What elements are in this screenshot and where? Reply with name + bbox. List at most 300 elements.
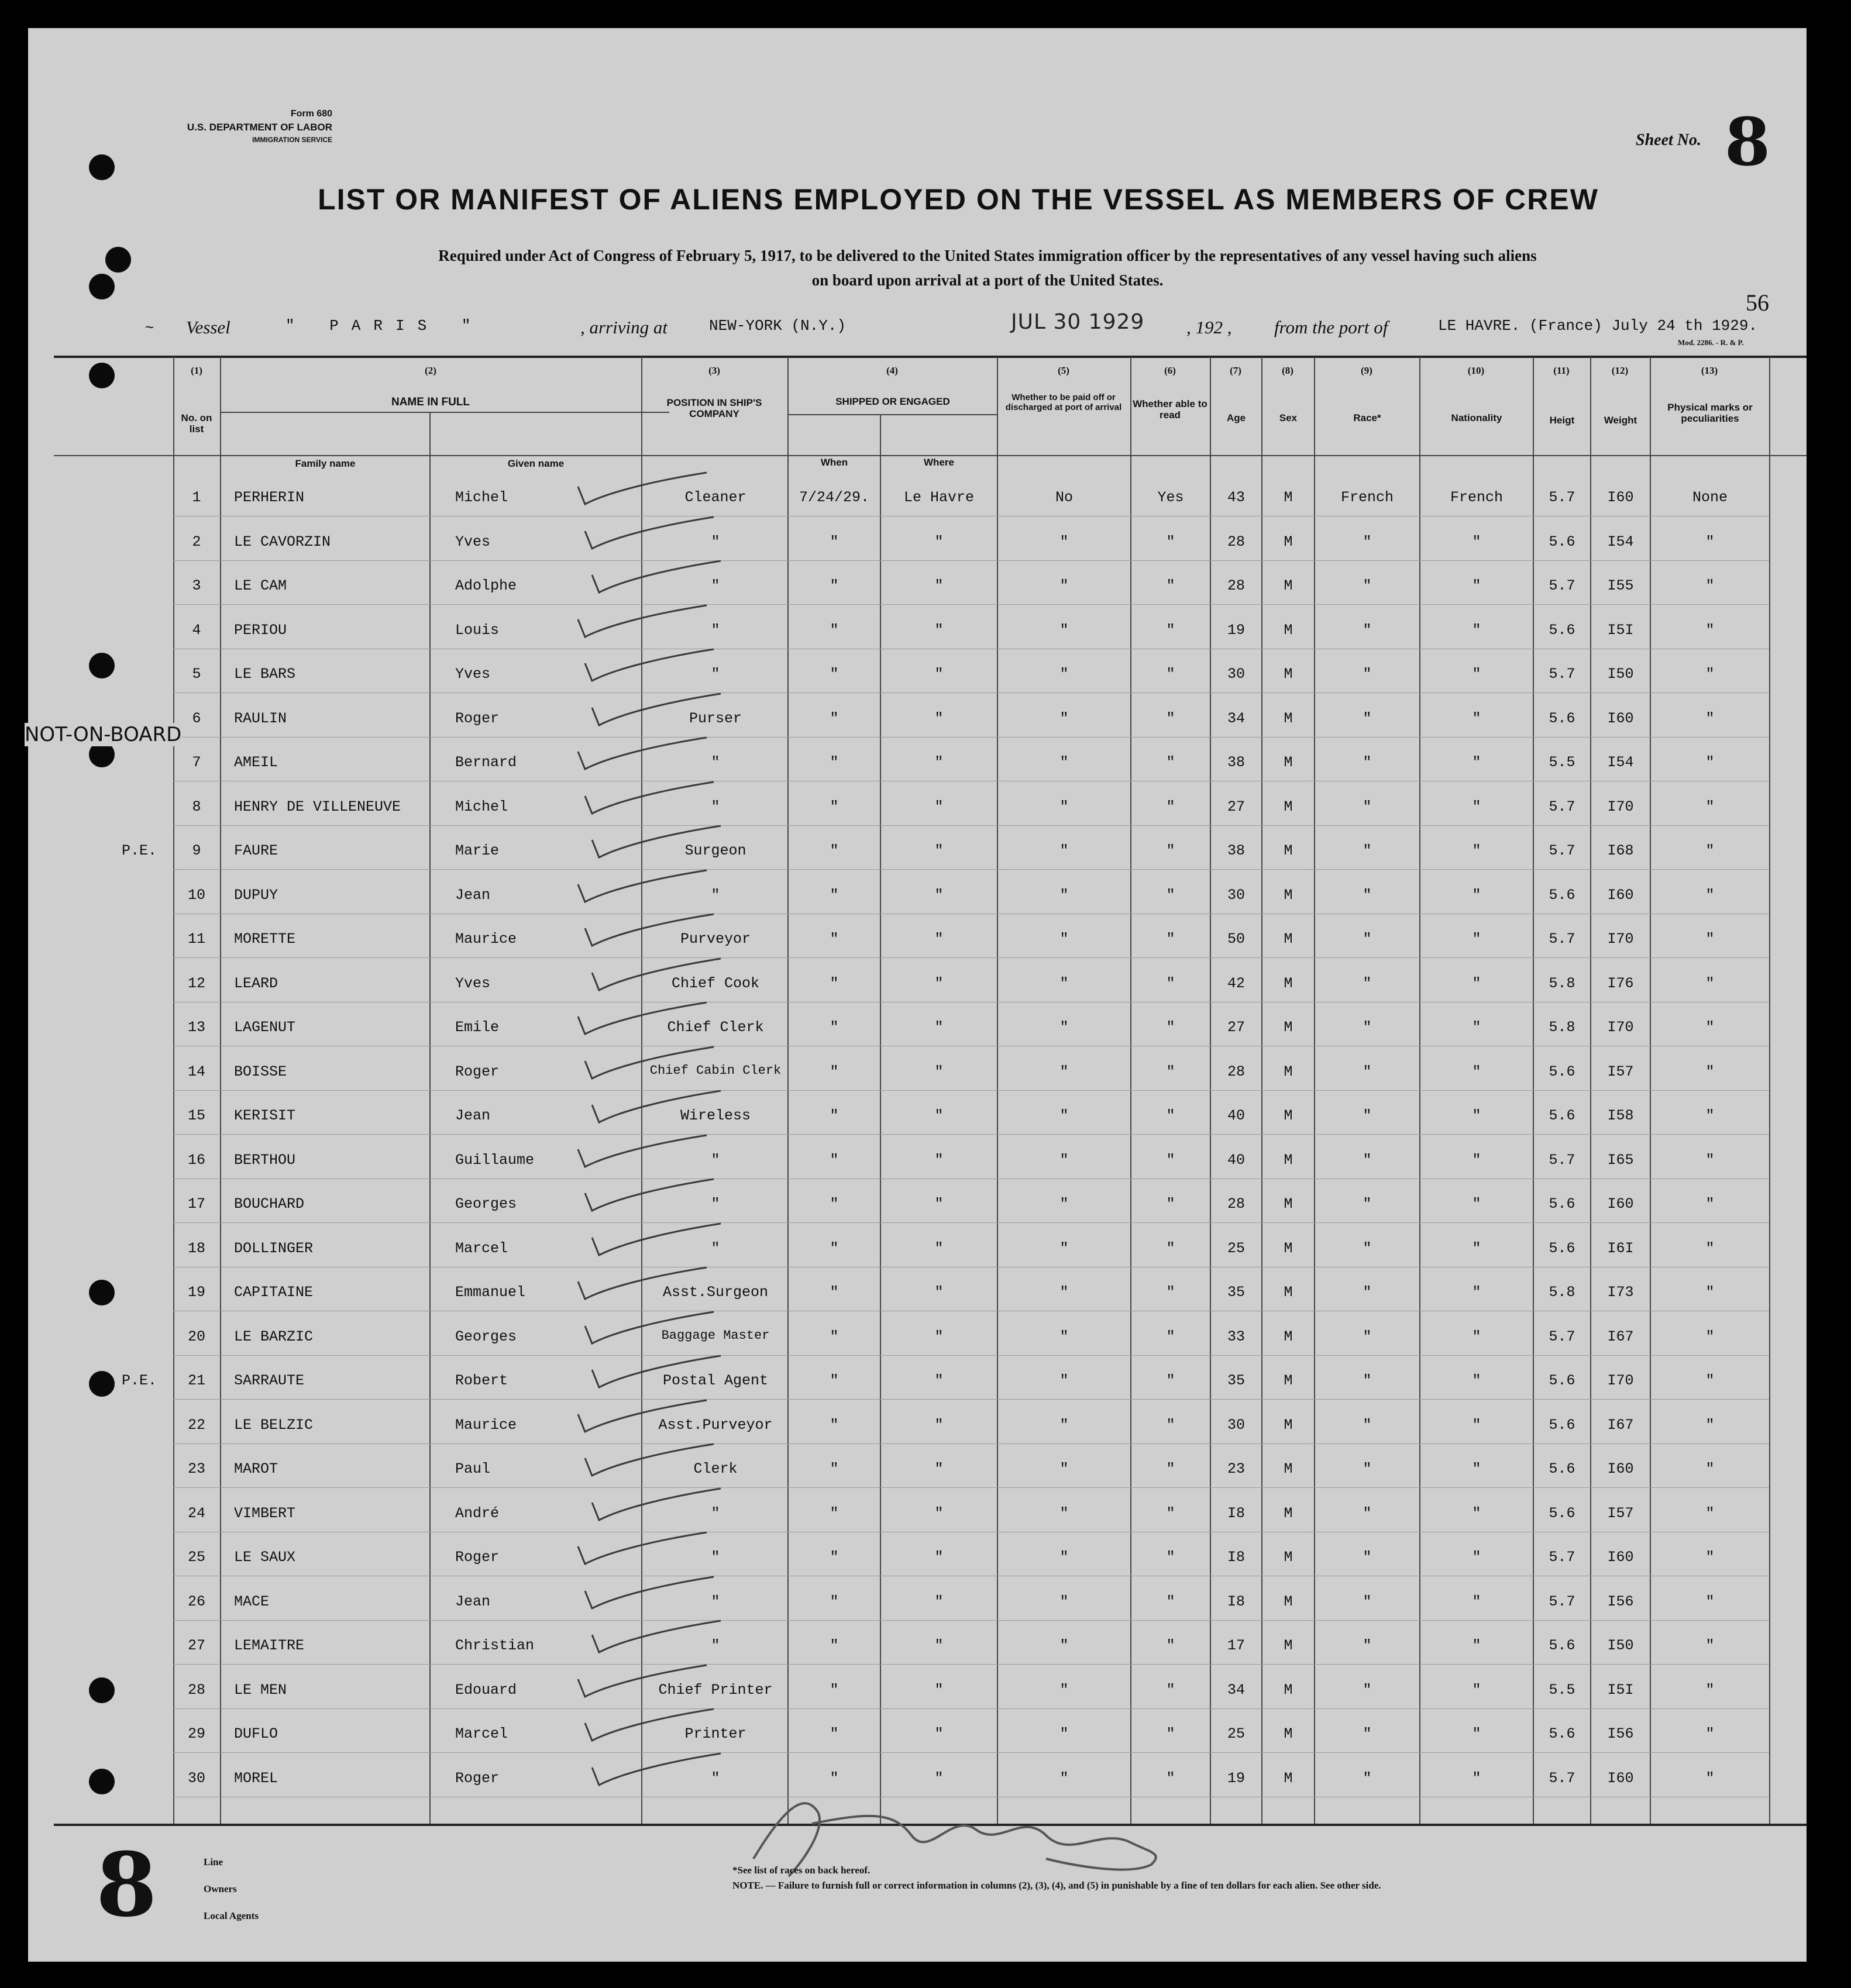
nationality-cell: " xyxy=(1472,931,1481,948)
paid-off-cell: " xyxy=(1059,533,1069,550)
race-cell: " xyxy=(1363,533,1372,550)
height-cell: 5.6 xyxy=(1549,1637,1575,1654)
age-cell: 17 xyxy=(1227,1637,1245,1654)
nationality-cell: French xyxy=(1450,489,1503,506)
requirement-line-2: on board upon arrival at a port of the United States. xyxy=(811,271,1164,289)
check-mark-icon xyxy=(579,1441,720,1481)
nationality-cell: " xyxy=(1472,798,1481,815)
shipped-where-cell: " xyxy=(934,1328,944,1345)
row-number-cell: 9 xyxy=(192,842,201,859)
given-name-cell: Louis xyxy=(455,622,500,639)
paid-off-cell: " xyxy=(1059,1284,1069,1301)
weight-cell: I60 xyxy=(1607,1770,1634,1787)
position-cell: Baggage Master xyxy=(661,1328,770,1343)
age-cell: 19 xyxy=(1227,622,1245,639)
paid-off-cell: " xyxy=(1059,1063,1069,1080)
physical-marks-cell: " xyxy=(1705,754,1715,771)
col-header-paid-off: Whether to be paid off or discharged at port of arrival xyxy=(1005,392,1122,412)
row-number-cell: 3 xyxy=(192,577,201,594)
physical-marks-cell: " xyxy=(1705,533,1715,550)
shipped-when-cell: " xyxy=(830,1152,839,1169)
shipped-where-cell: " xyxy=(934,1725,944,1742)
height-cell: 5.5 xyxy=(1549,754,1575,771)
from-port-label: from the port of xyxy=(1274,317,1388,337)
position-cell: " xyxy=(711,754,720,771)
nationality-cell: " xyxy=(1472,754,1481,771)
page-count: 56 xyxy=(1746,290,1769,316)
family-name-cell: DUFLO xyxy=(234,1725,278,1742)
age-cell: 40 xyxy=(1227,1107,1245,1124)
family-name-cell: PERHERIN xyxy=(234,489,305,506)
row-number-cell: 6 xyxy=(192,710,201,727)
physical-marks-cell: " xyxy=(1705,1505,1715,1522)
age-cell: 38 xyxy=(1227,842,1245,859)
able-to-read-cell: " xyxy=(1166,1637,1175,1654)
paid-off-cell: " xyxy=(1059,1549,1069,1566)
weight-cell: I6I xyxy=(1607,1240,1634,1257)
family-name-cell: LE BELZIC xyxy=(234,1417,314,1434)
position-cell: Asst.Surgeon xyxy=(662,1284,769,1301)
margin-note: P.E. xyxy=(122,1372,157,1389)
row-number-cell: 19 xyxy=(187,1284,205,1301)
age-cell: 34 xyxy=(1227,710,1245,727)
shipped-when-cell: " xyxy=(830,1682,839,1698)
physical-marks-cell: " xyxy=(1705,1372,1715,1389)
paid-off-cell: " xyxy=(1059,1372,1069,1389)
check-mark-icon xyxy=(579,911,720,952)
check-mark-icon xyxy=(572,999,713,1040)
row-number-cell: 20 xyxy=(187,1328,205,1345)
shipped-when-cell: " xyxy=(830,1195,839,1212)
shipped-where-cell: " xyxy=(934,975,944,992)
row-number-cell: 25 xyxy=(187,1549,205,1566)
position-cell: Chief Printer xyxy=(658,1682,773,1698)
age-cell: 30 xyxy=(1227,666,1245,683)
given-name-cell: Maurice xyxy=(455,1417,517,1434)
able-to-read-cell: " xyxy=(1166,1063,1175,1080)
able-to-read-cell: " xyxy=(1166,1372,1175,1389)
form-number: Form 680 xyxy=(290,109,332,119)
shipped-when-cell: " xyxy=(830,1460,839,1477)
row-number-cell: 24 xyxy=(187,1505,205,1522)
family-name-cell: PERIOU xyxy=(234,622,287,639)
physical-marks-cell: " xyxy=(1705,1770,1715,1787)
shipped-when-cell: " xyxy=(830,1549,839,1566)
shipped-where-cell: " xyxy=(934,931,944,948)
family-name-cell: LE BARS xyxy=(234,666,296,683)
given-name-cell: Roger xyxy=(455,1770,500,1787)
sex-cell: M xyxy=(1284,1152,1293,1169)
sex-cell: M xyxy=(1284,842,1293,859)
check-mark-icon xyxy=(579,1706,720,1746)
physical-marks-cell: " xyxy=(1705,1195,1715,1212)
row-number-cell: 21 xyxy=(187,1372,205,1389)
weight-cell: I65 xyxy=(1607,1152,1634,1169)
sex-cell: M xyxy=(1284,1460,1293,1477)
paid-off-cell: " xyxy=(1059,975,1069,992)
position-cell: " xyxy=(711,1770,720,1787)
paid-off-cell: No xyxy=(1055,489,1073,506)
family-name-cell: MOREL xyxy=(234,1770,278,1787)
race-cell: " xyxy=(1363,754,1372,771)
check-mark-icon xyxy=(572,734,713,775)
given-name-cell: Emile xyxy=(455,1019,500,1036)
nationality-cell: " xyxy=(1472,1637,1481,1654)
shipped-when-cell: " xyxy=(830,1063,839,1080)
col-header-race: Race* xyxy=(1353,412,1381,423)
sex-cell: M xyxy=(1284,1682,1293,1698)
shipped-where-cell: " xyxy=(934,1240,944,1257)
punch-hole xyxy=(89,363,115,388)
check-mark-icon xyxy=(572,602,713,643)
check-mark-icon xyxy=(586,1220,727,1261)
vessel-label: Vessel xyxy=(186,317,230,337)
check-mark-icon xyxy=(572,469,713,510)
shipped-when-cell: " xyxy=(830,1240,839,1257)
shipped-where-cell: " xyxy=(934,1372,944,1389)
family-name-cell: LAGENUT xyxy=(234,1019,296,1036)
sex-cell: M xyxy=(1284,887,1293,904)
weight-cell: I70 xyxy=(1607,1019,1634,1036)
able-to-read-cell: Yes xyxy=(1157,489,1184,506)
age-cell: 28 xyxy=(1227,533,1245,550)
height-cell: 5.6 xyxy=(1549,1372,1575,1389)
age-cell: 25 xyxy=(1227,1725,1245,1742)
able-to-read-cell: " xyxy=(1166,1682,1175,1698)
shipped-where-cell: " xyxy=(934,666,944,683)
check-mark-icon xyxy=(586,1750,727,1791)
check-mark-icon xyxy=(572,867,713,908)
sex-cell: M xyxy=(1284,710,1293,727)
able-to-read-cell: " xyxy=(1166,1505,1175,1522)
height-cell: 5.6 xyxy=(1549,1063,1575,1080)
col-number: (1) xyxy=(191,365,202,376)
row-number-cell: 15 xyxy=(187,1107,205,1124)
physical-marks-cell: " xyxy=(1705,577,1715,594)
physical-marks-cell: " xyxy=(1705,1328,1715,1345)
shipped-when-cell: " xyxy=(830,1328,839,1345)
shipped-where-cell: " xyxy=(934,1152,944,1169)
position-cell: Chief Cabin Clerk xyxy=(649,1063,782,1078)
age-cell: 42 xyxy=(1227,975,1245,992)
family-name-cell: LE CAVORZIN xyxy=(234,533,331,550)
given-name-cell: Marie xyxy=(455,842,500,859)
weight-cell: I67 xyxy=(1607,1328,1634,1345)
able-to-read-cell: " xyxy=(1166,1107,1175,1124)
row-rule xyxy=(173,560,1769,561)
shipped-where-cell: " xyxy=(934,1195,944,1212)
check-mark-icon xyxy=(586,1617,727,1658)
age-cell: 27 xyxy=(1227,1019,1245,1036)
height-cell: 5.6 xyxy=(1549,887,1575,904)
footer-line-label: Line xyxy=(204,1856,223,1868)
table-header-rule xyxy=(54,455,1807,456)
sex-cell: M xyxy=(1284,1240,1293,1257)
paid-off-cell: " xyxy=(1059,887,1069,904)
not-on-board-stamp: NOT-ON-BOARD xyxy=(25,723,182,746)
nationality-cell: " xyxy=(1472,975,1481,992)
physical-marks-cell: " xyxy=(1705,931,1715,948)
age-cell: 30 xyxy=(1227,887,1245,904)
weight-cell: I54 xyxy=(1607,533,1634,550)
shipped-where-cell: " xyxy=(934,842,944,859)
nationality-cell: " xyxy=(1472,710,1481,727)
age-cell: 30 xyxy=(1227,1417,1245,1434)
sex-cell: M xyxy=(1284,931,1293,948)
physical-marks-cell: " xyxy=(1705,1637,1715,1654)
given-name-cell: Bernard xyxy=(455,754,517,771)
col-number: (8) xyxy=(1282,365,1293,376)
row-number-cell: 5 xyxy=(192,666,201,683)
age-cell: 27 xyxy=(1227,798,1245,815)
check-mark-icon xyxy=(572,1529,713,1570)
paid-off-cell: " xyxy=(1059,1505,1069,1522)
physical-marks-cell: " xyxy=(1705,1284,1715,1301)
check-mark-icon xyxy=(586,690,727,731)
position-cell: " xyxy=(711,622,720,639)
year-label: , 192 , xyxy=(1186,317,1232,337)
age-cell: 33 xyxy=(1227,1328,1245,1345)
weight-cell: I55 xyxy=(1607,577,1634,594)
nationality-cell: " xyxy=(1472,666,1481,683)
race-cell: " xyxy=(1363,577,1372,594)
shipped-where-cell: " xyxy=(934,1505,944,1522)
position-cell: Printer xyxy=(684,1725,746,1742)
physical-marks-cell: " xyxy=(1705,798,1715,815)
row-number-cell: 26 xyxy=(187,1593,205,1610)
family-name-cell: DOLLINGER xyxy=(234,1240,314,1257)
row-rule xyxy=(173,737,1769,738)
paid-off-cell: " xyxy=(1059,1593,1069,1610)
row-number-cell: 4 xyxy=(192,622,201,639)
given-name-cell: André xyxy=(455,1505,500,1522)
shipped-where-cell: " xyxy=(934,1063,944,1080)
row-number-cell: 10 xyxy=(187,887,205,904)
height-cell: 5.7 xyxy=(1549,1328,1575,1345)
sex-cell: M xyxy=(1284,1593,1293,1610)
able-to-read-cell: " xyxy=(1166,1152,1175,1169)
shipped-where-cell: " xyxy=(934,754,944,771)
able-to-read-cell: " xyxy=(1166,1284,1175,1301)
check-mark-icon xyxy=(572,1132,713,1173)
nationality-cell: " xyxy=(1472,1328,1481,1345)
given-name-cell: Robert xyxy=(455,1372,508,1389)
col-header-family-name: Family name xyxy=(295,458,356,469)
given-name-cell: Jean xyxy=(455,1107,491,1124)
position-cell: " xyxy=(711,798,720,815)
nationality-cell: " xyxy=(1472,577,1481,594)
shipped-when-cell: " xyxy=(830,1770,839,1787)
physical-marks-cell: " xyxy=(1705,1019,1715,1036)
family-name-cell: LE MEN xyxy=(234,1682,287,1698)
able-to-read-cell: " xyxy=(1166,1460,1175,1477)
race-cell: " xyxy=(1363,1460,1372,1477)
nationality-cell: " xyxy=(1472,1284,1481,1301)
check-mark-icon xyxy=(572,1264,713,1305)
row-rule xyxy=(173,825,1769,826)
height-cell: 5.6 xyxy=(1549,1195,1575,1212)
weight-cell: I5I xyxy=(1607,622,1634,639)
weight-cell: I70 xyxy=(1607,798,1634,815)
age-cell: 19 xyxy=(1227,1770,1245,1787)
height-cell: 5.7 xyxy=(1549,489,1575,506)
family-name-cell: VIMBERT xyxy=(234,1505,296,1522)
sex-cell: M xyxy=(1284,1505,1293,1522)
height-cell: 5.6 xyxy=(1549,622,1575,639)
nationality-cell: " xyxy=(1472,1505,1481,1522)
footer-race-note: *See list of races on back hereof. xyxy=(732,1865,871,1876)
row-number-cell: 11 xyxy=(187,931,205,948)
shipped-where-cell: " xyxy=(934,1593,944,1610)
paid-off-cell: " xyxy=(1059,754,1069,771)
given-name-cell: Yves xyxy=(455,666,491,683)
row-rule xyxy=(173,1134,1769,1135)
weight-cell: I58 xyxy=(1607,1107,1634,1124)
age-cell: 34 xyxy=(1227,1682,1245,1698)
col-header-position: POSITION IN SHIP'S COMPANY xyxy=(666,397,762,419)
family-name-cell: MORETTE xyxy=(234,931,296,948)
row-rule xyxy=(173,1664,1769,1665)
position-cell: Cleaner xyxy=(684,489,746,506)
weight-cell: I60 xyxy=(1607,489,1634,506)
able-to-read-cell: " xyxy=(1166,577,1175,594)
given-name-cell: Marcel xyxy=(455,1725,508,1742)
paid-off-cell: " xyxy=(1059,1019,1069,1036)
able-to-read-cell: " xyxy=(1166,975,1175,992)
punch-hole xyxy=(89,274,115,299)
race-cell: " xyxy=(1363,1770,1372,1787)
race-cell: " xyxy=(1363,1505,1372,1522)
age-cell: I8 xyxy=(1227,1549,1245,1566)
given-name-cell: Adolphe xyxy=(455,577,517,594)
paid-off-cell: " xyxy=(1059,577,1069,594)
shipped-when-cell: " xyxy=(830,842,839,859)
race-cell: " xyxy=(1363,666,1372,683)
weight-cell: I60 xyxy=(1607,1195,1634,1212)
physical-marks-cell: " xyxy=(1705,1107,1715,1124)
col-header-weight: Weight xyxy=(1604,415,1637,426)
manifest-sheet xyxy=(25,28,1807,1962)
paid-off-cell: " xyxy=(1059,1460,1069,1477)
nationality-cell: " xyxy=(1472,1725,1481,1742)
family-name-cell: KERISIT xyxy=(234,1107,296,1124)
able-to-read-cell: " xyxy=(1166,533,1175,550)
row-rule xyxy=(173,1443,1769,1444)
punch-hole xyxy=(89,154,115,180)
height-cell: 5.5 xyxy=(1549,1682,1575,1698)
row-number-cell: 8 xyxy=(192,798,201,815)
shipped-when-cell: " xyxy=(830,798,839,815)
sex-cell: M xyxy=(1284,1725,1293,1742)
position-cell: " xyxy=(711,1152,720,1169)
family-name-cell: DUPUY xyxy=(234,887,278,904)
sex-cell: M xyxy=(1284,1284,1293,1301)
age-cell: 43 xyxy=(1227,489,1245,506)
row-number-cell: 16 xyxy=(187,1152,205,1169)
age-cell: I8 xyxy=(1227,1593,1245,1610)
paid-off-cell: " xyxy=(1059,1328,1069,1345)
paid-off-cell: " xyxy=(1059,1417,1069,1434)
given-name-cell: Emmanuel xyxy=(455,1284,526,1301)
shipped-where-cell: " xyxy=(934,1019,944,1036)
col-header-when: When xyxy=(820,457,848,468)
race-cell: " xyxy=(1363,1682,1372,1698)
check-mark-icon xyxy=(579,646,720,687)
height-cell: 5.6 xyxy=(1549,1505,1575,1522)
age-cell: 28 xyxy=(1227,1063,1245,1080)
position-cell: Surgeon xyxy=(684,842,746,859)
shipped-where-cell: " xyxy=(934,1682,944,1698)
punch-hole xyxy=(89,1280,115,1305)
shipped-when-cell: " xyxy=(830,1637,839,1654)
position-cell: " xyxy=(711,666,720,683)
nationality-cell: " xyxy=(1472,1107,1481,1124)
able-to-read-cell: " xyxy=(1166,1019,1175,1036)
height-cell: 5.6 xyxy=(1549,1417,1575,1434)
physical-marks-cell: " xyxy=(1705,1549,1715,1566)
position-cell: " xyxy=(711,1195,720,1212)
check-mark-icon xyxy=(586,557,727,598)
position-cell: Clerk xyxy=(693,1460,738,1477)
race-cell: " xyxy=(1363,1063,1372,1080)
race-cell: " xyxy=(1363,798,1372,815)
row-rule xyxy=(173,869,1769,870)
mod-note: Mod. 2286. - R. & P. xyxy=(1678,338,1744,347)
race-cell: " xyxy=(1363,1240,1372,1257)
sex-cell: M xyxy=(1284,798,1293,815)
sheet-label: Sheet No. xyxy=(1636,131,1701,149)
physical-marks-cell: " xyxy=(1705,1063,1715,1080)
row-number-cell: 13 xyxy=(187,1019,205,1036)
shipped-where-cell: " xyxy=(934,798,944,815)
row-rule xyxy=(173,604,1769,605)
given-name-cell: Christian xyxy=(455,1637,535,1654)
shipped-where-cell: " xyxy=(934,887,944,904)
shipped-when-cell: " xyxy=(830,931,839,948)
shipped-when-cell: " xyxy=(830,577,839,594)
family-name-cell: MACE xyxy=(234,1593,270,1610)
given-name-cell: Edouard xyxy=(455,1682,517,1698)
row-number-cell: 23 xyxy=(187,1460,205,1477)
physical-marks-cell: " xyxy=(1705,1417,1715,1434)
race-cell: " xyxy=(1363,931,1372,948)
nationality-cell: " xyxy=(1472,533,1481,550)
given-name-cell: Maurice xyxy=(455,931,517,948)
weight-cell: I57 xyxy=(1607,1505,1634,1522)
height-cell: 5.7 xyxy=(1549,1770,1575,1787)
col-header-given-name: Given name xyxy=(507,458,565,469)
age-cell: 28 xyxy=(1227,1195,1245,1212)
col-number: (10) xyxy=(1467,365,1485,376)
sex-cell: M xyxy=(1284,577,1293,594)
row-number-cell: 28 xyxy=(187,1682,205,1698)
able-to-read-cell: " xyxy=(1166,1195,1175,1212)
race-cell: " xyxy=(1363,710,1372,727)
age-cell: 40 xyxy=(1227,1152,1245,1169)
age-cell: 35 xyxy=(1227,1284,1245,1301)
race-cell: " xyxy=(1363,1725,1372,1742)
race-cell: " xyxy=(1363,1372,1372,1389)
position-cell: Chief Cook xyxy=(671,975,760,992)
shipped-where-cell: " xyxy=(934,1770,944,1787)
check-mark-icon xyxy=(579,778,720,819)
shipped-when-cell: " xyxy=(830,1019,839,1036)
weight-cell: I5I xyxy=(1607,1682,1634,1698)
nationality-cell: " xyxy=(1472,1019,1481,1036)
col-number: (9) xyxy=(1361,365,1372,376)
position-cell: Postal Agent xyxy=(662,1372,769,1389)
paid-off-cell: " xyxy=(1059,1637,1069,1654)
